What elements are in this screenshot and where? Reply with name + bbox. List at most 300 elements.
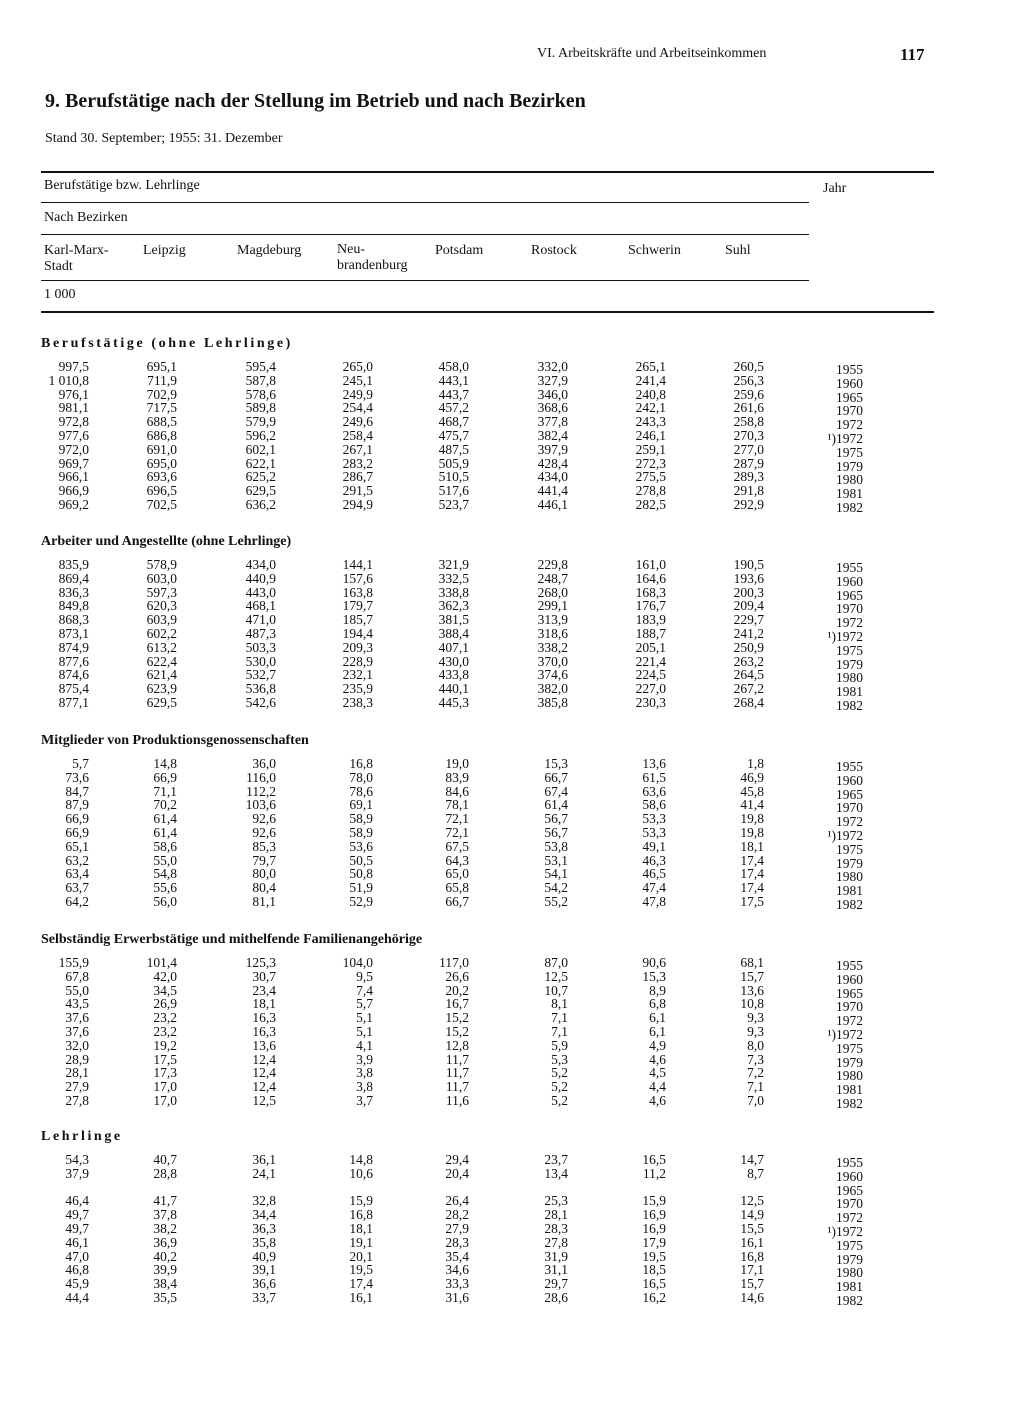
table-cell: 23,4 xyxy=(252,982,276,998)
table-cell: 230,3 xyxy=(635,695,666,710)
table-cell: 275,5 xyxy=(635,469,666,485)
district-header: Schwerin xyxy=(628,243,681,258)
table-cell: 30,7 xyxy=(252,968,276,984)
year-cell: 1960 xyxy=(836,375,863,391)
table-cell: 49,7 xyxy=(65,1207,89,1223)
table-cell: 56,0 xyxy=(153,894,177,909)
table-cell: 443,7 xyxy=(438,386,469,402)
table-row xyxy=(0,695,1024,713)
table-cell: 382,0 xyxy=(537,681,568,697)
table-cell: 977,6 xyxy=(58,428,89,443)
table-cell: 73,6 xyxy=(65,769,89,785)
table-cell: 39,1 xyxy=(252,1262,276,1278)
table-cell: 53,1 xyxy=(544,852,568,868)
table-cell: 381,5 xyxy=(438,612,469,628)
year-cell: 1970 xyxy=(836,1196,863,1212)
table-cell: 4,5 xyxy=(649,1065,666,1081)
table-cell: 468,1 xyxy=(245,598,276,614)
table-cell: 693,6 xyxy=(146,469,177,485)
table-cell: 4,1 xyxy=(356,1037,373,1053)
table-cell: 468,7 xyxy=(438,414,469,430)
table-cell: 620,3 xyxy=(146,598,177,614)
table-cell: 15,7 xyxy=(740,1276,764,1292)
table-cell: 291,5 xyxy=(342,483,373,499)
table-row xyxy=(0,1152,1024,1170)
table-cell: 71,1 xyxy=(153,783,177,799)
table-cell: 869,4 xyxy=(58,570,89,586)
year-cell: 1979 xyxy=(836,855,863,871)
table-cell: 45,9 xyxy=(65,1276,89,1292)
year-cell: 1965 xyxy=(836,985,863,1001)
year-cell: 1982 xyxy=(836,897,863,912)
table-cell: 702,9 xyxy=(146,386,177,402)
district-header: Rostock xyxy=(531,243,577,258)
year-cell: 1970 xyxy=(836,601,863,617)
table-cell: 31,6 xyxy=(445,1290,469,1305)
table-cell: 16,3 xyxy=(252,1010,276,1026)
table-cell: 487,3 xyxy=(245,626,276,641)
table-cell: 242,1 xyxy=(635,400,666,416)
table-cell: 44,4 xyxy=(65,1290,89,1305)
table-cell: 578,6 xyxy=(245,386,276,402)
table-cell: 428,4 xyxy=(537,455,568,471)
table-cell: 440,9 xyxy=(245,570,276,586)
table-cell: 24,1 xyxy=(252,1165,276,1181)
table-cell: 4,4 xyxy=(649,1079,666,1095)
table-cell: 35,5 xyxy=(153,1290,177,1305)
column-header-unit: 1 000 xyxy=(44,287,76,302)
table-row xyxy=(0,955,1024,973)
table-cell: 377,8 xyxy=(537,414,568,430)
header-rule-top xyxy=(41,171,934,173)
table-cell: 267,2 xyxy=(733,681,764,697)
table-cell: 23,2 xyxy=(153,1010,177,1026)
district-header: Neu- brandenburg xyxy=(337,242,408,273)
table-cell: 55,6 xyxy=(153,880,177,896)
table-cell: 205,1 xyxy=(635,639,666,655)
table-cell: 16,8 xyxy=(740,1248,764,1264)
table-cell: 532,7 xyxy=(245,667,276,683)
table-cell: 16,5 xyxy=(642,1152,666,1167)
year-cell: 1965 xyxy=(836,587,863,603)
table-cell: 34,4 xyxy=(252,1207,276,1223)
table-cell: 58,9 xyxy=(349,825,373,840)
table-cell: 34,6 xyxy=(445,1262,469,1278)
table-cell: 629,5 xyxy=(146,695,177,710)
table-cell: 11,7 xyxy=(445,1079,469,1095)
table-cell: 966,1 xyxy=(58,469,89,485)
table-cell: 258,4 xyxy=(342,428,373,443)
table-cell: 14,8 xyxy=(153,756,177,771)
table-cell: 11,7 xyxy=(445,1065,469,1081)
year-cell: 1960 xyxy=(836,772,863,788)
table-cell: 17,4 xyxy=(740,852,764,868)
table-cell: 849,8 xyxy=(58,598,89,614)
table-cell: 16,9 xyxy=(642,1207,666,1223)
district-header: Magdeburg xyxy=(237,243,302,258)
year-cell: 1960 xyxy=(836,573,863,589)
table-cell: 28,9 xyxy=(65,1051,89,1067)
table-cell: 41,7 xyxy=(153,1193,177,1209)
table-cell: 16,5 xyxy=(642,1276,666,1292)
table-cell: 34,5 xyxy=(153,982,177,998)
table-cell: 6,1 xyxy=(649,1010,666,1026)
table-cell: 46,4 xyxy=(65,1193,89,1209)
table-cell: 268,0 xyxy=(537,584,568,600)
table-cell: 14,8 xyxy=(349,1152,373,1167)
table-cell: 636,2 xyxy=(245,497,276,512)
table-cell: 39,9 xyxy=(153,1262,177,1278)
table-cell: 241,4 xyxy=(635,372,666,388)
table-cell: 55,0 xyxy=(153,852,177,868)
table-cell: 622,1 xyxy=(245,455,276,471)
table-cell: 31,1 xyxy=(544,1262,568,1278)
table-cell: 70,2 xyxy=(153,797,177,813)
table-row xyxy=(0,1165,1024,1184)
table-cell: 976,1 xyxy=(58,386,89,402)
table-cell: 28,3 xyxy=(544,1221,568,1236)
year-cell: 1982 xyxy=(836,698,863,713)
table-cell: 243,3 xyxy=(635,414,666,430)
table-cell: 517,6 xyxy=(438,483,469,499)
table-cell: 5,2 xyxy=(551,1079,568,1095)
table-cell: 19,1 xyxy=(349,1234,373,1250)
table-cell: 209,3 xyxy=(342,639,373,655)
table-cell: 505,9 xyxy=(438,455,469,471)
table-cell: 229,7 xyxy=(733,612,764,628)
table-cell: 55,0 xyxy=(65,982,89,998)
table-cell: 72,1 xyxy=(445,811,469,827)
table-cell: 259,6 xyxy=(733,386,764,402)
district-header: Suhl xyxy=(725,243,751,258)
table-cell: 38,4 xyxy=(153,1276,177,1292)
table-cell: 10,6 xyxy=(349,1165,373,1181)
table-cell: 28,1 xyxy=(544,1207,568,1223)
table-cell: 61,4 xyxy=(153,825,177,840)
table-row xyxy=(0,1024,1024,1042)
table-cell: 265,0 xyxy=(342,359,373,374)
table-cell: 61,4 xyxy=(153,811,177,827)
table-cell: 530,0 xyxy=(245,653,276,669)
table-cell: 249,6 xyxy=(342,414,373,430)
table-cell: 7,2 xyxy=(747,1065,764,1081)
table-cell: 6,1 xyxy=(649,1024,666,1039)
table-cell: 19,8 xyxy=(740,811,764,827)
table-cell: 63,4 xyxy=(65,866,89,882)
column-header-by-district: Nach Bezirken xyxy=(44,210,128,225)
table-cell: 40,2 xyxy=(153,1248,177,1264)
table-cell: 686,8 xyxy=(146,428,177,443)
table-cell: 36,9 xyxy=(153,1234,177,1250)
table-cell: 688,5 xyxy=(146,414,177,430)
table-cell: 200,3 xyxy=(733,584,764,600)
table-cell: 263,2 xyxy=(733,653,764,669)
table-cell: 11,2 xyxy=(642,1165,666,1181)
table-cell: 603,0 xyxy=(146,570,177,586)
table-cell: 53,3 xyxy=(642,825,666,840)
table-row xyxy=(0,557,1024,575)
table-cell: 63,2 xyxy=(65,852,89,868)
table-cell: 8,7 xyxy=(747,1165,764,1181)
table-cell: 370,0 xyxy=(537,653,568,669)
table-cell: 332,5 xyxy=(438,570,469,586)
table-cell: 61,4 xyxy=(544,797,568,813)
table-cell: 695,1 xyxy=(146,359,177,374)
table-cell: 83,9 xyxy=(445,769,469,785)
district-header: Karl-Marx- Stadt xyxy=(44,243,109,274)
table-cell: 997,5 xyxy=(58,359,89,374)
table-cell: 16,3 xyxy=(252,1024,276,1039)
table-cell: 7,3 xyxy=(747,1051,764,1067)
table-cell: 56,7 xyxy=(544,825,568,840)
table-cell: 33,7 xyxy=(252,1290,276,1305)
table-cell: 164,6 xyxy=(635,570,666,586)
table-cell: 5,7 xyxy=(356,996,373,1012)
table-cell: 346,0 xyxy=(537,386,568,402)
table-cell: 52,9 xyxy=(349,894,373,909)
table-cell: 27,8 xyxy=(544,1234,568,1250)
table-cell: 13,6 xyxy=(642,756,666,771)
table-cell: 8,9 xyxy=(649,982,666,998)
table-cell: 17,0 xyxy=(153,1079,177,1095)
table-cell: 27,9 xyxy=(445,1221,469,1236)
table-cell: 457,2 xyxy=(438,400,469,416)
table-cell: 18,1 xyxy=(740,838,764,854)
table-cell: 54,1 xyxy=(544,866,568,882)
table-cell: 440,1 xyxy=(438,681,469,697)
table-cell: 5,9 xyxy=(551,1037,568,1053)
table-cell: 16,8 xyxy=(349,756,373,771)
table-cell: 7,0 xyxy=(747,1093,764,1108)
table-cell: 443,1 xyxy=(438,372,469,388)
table-cell: 78,0 xyxy=(349,769,373,785)
table-cell: 19,8 xyxy=(740,825,764,840)
table-cell: 3,7 xyxy=(356,1093,373,1108)
table-cell: 179,7 xyxy=(342,598,373,614)
table-cell: 42,0 xyxy=(153,968,177,984)
table-cell: 292,9 xyxy=(733,497,764,512)
table-cell: 232,1 xyxy=(342,667,373,683)
table-cell: 7,1 xyxy=(551,1024,568,1039)
table-cell: 69,1 xyxy=(349,797,373,813)
table-cell: 7,1 xyxy=(747,1079,764,1095)
table-cell: 35,4 xyxy=(445,1248,469,1264)
table-cell: 15,7 xyxy=(740,968,764,984)
table-cell: 54,3 xyxy=(65,1152,89,1167)
table-cell: 64,2 xyxy=(65,894,89,909)
table-cell: 603,9 xyxy=(146,612,177,628)
table-cell: 56,7 xyxy=(544,811,568,827)
table-cell: 27,9 xyxy=(65,1079,89,1095)
year-cell: 1981 xyxy=(836,684,863,700)
table-cell: 53,3 xyxy=(642,811,666,827)
table-cell: 18,5 xyxy=(642,1262,666,1278)
year-cell: 1970 xyxy=(836,403,863,419)
table-cell: 16,9 xyxy=(642,1221,666,1236)
table-cell: 287,9 xyxy=(733,455,764,471)
table-cell: 623,9 xyxy=(146,681,177,697)
table-cell: 64,3 xyxy=(445,852,469,868)
table-cell: 327,9 xyxy=(537,372,568,388)
table-cell: 19,5 xyxy=(642,1248,666,1264)
year-cell: 1981 xyxy=(836,486,863,502)
table-cell: 1,8 xyxy=(747,756,764,771)
table-cell: 248,7 xyxy=(537,570,568,586)
table-cell: 45,8 xyxy=(740,783,764,799)
table-row xyxy=(0,769,1024,788)
year-cell: ¹)1972 xyxy=(827,1224,863,1239)
table-cell: 58,6 xyxy=(153,838,177,854)
page-header xyxy=(0,0,1024,70)
section-title: Selbständig Erwerbstätige und mithelfende Familienangehörige xyxy=(41,932,423,947)
table-cell: 711,9 xyxy=(147,372,177,388)
year-cell: 1955 xyxy=(836,362,863,377)
table-cell: 877,6 xyxy=(58,653,89,669)
year-cell: 1979 xyxy=(836,1054,863,1070)
header-rule-1 xyxy=(41,202,809,203)
table-cell: 235,9 xyxy=(342,681,373,697)
year-cell: 1965 xyxy=(836,1182,863,1198)
table-cell: 43,5 xyxy=(65,996,89,1012)
table-cell: 54,8 xyxy=(153,866,177,882)
table-cell: 874,6 xyxy=(58,667,89,683)
table-cell: 27,8 xyxy=(65,1093,89,1108)
table-cell: 434,0 xyxy=(537,469,568,485)
table-cell: 835,9 xyxy=(58,557,89,572)
table-cell: 14,9 xyxy=(740,1207,764,1223)
table-subtitle: Stand 30. September; 1955: 31. Dezember xyxy=(45,131,283,146)
table-cell: 702,5 xyxy=(146,497,177,512)
table-cell: 188,7 xyxy=(635,626,666,641)
table-cell: 286,7 xyxy=(342,469,373,485)
year-cell: 1975 xyxy=(836,1237,863,1253)
table-cell: 5,2 xyxy=(551,1065,568,1081)
table-cell: 299,1 xyxy=(537,598,568,614)
table-cell: 434,0 xyxy=(245,557,276,572)
table-cell: 4,9 xyxy=(649,1037,666,1053)
table-cell: 875,4 xyxy=(58,681,89,697)
table-cell: 3,8 xyxy=(356,1079,373,1095)
table-row xyxy=(0,639,1024,658)
table-cell: 969,7 xyxy=(58,455,89,471)
table-cell: 65,0 xyxy=(445,866,469,882)
table-cell: 46,3 xyxy=(642,852,666,868)
table-cell: 47,8 xyxy=(642,894,666,909)
table-cell: 19,5 xyxy=(349,1262,373,1278)
table-cell: 25,3 xyxy=(544,1193,568,1209)
section-title: Lehrlinge xyxy=(41,1129,123,1144)
table-cell: 3,9 xyxy=(356,1051,373,1067)
table-cell: 267,1 xyxy=(342,441,373,457)
table-cell: 254,4 xyxy=(342,400,373,416)
year-cell: 1980 xyxy=(836,670,863,686)
table-row xyxy=(0,838,1024,857)
year-cell: 1981 xyxy=(836,883,863,899)
year-cell: 1979 xyxy=(836,458,863,474)
table-cell: 84,6 xyxy=(445,783,469,799)
table-cell: 15,9 xyxy=(642,1193,666,1209)
table-cell: 90,6 xyxy=(642,955,666,970)
table-cell: 873,1 xyxy=(58,626,89,641)
table-cell: 265,1 xyxy=(635,359,666,374)
table-cell: 101,4 xyxy=(146,955,177,970)
table-cell: 17,3 xyxy=(153,1065,177,1081)
table-cell: 15,3 xyxy=(544,756,568,771)
table-cell: 433,8 xyxy=(438,667,469,683)
table-cell: 5,2 xyxy=(551,1093,568,1108)
table-cell: 385,8 xyxy=(537,695,568,710)
year-cell: 1982 xyxy=(836,1293,863,1308)
table-cell: 397,9 xyxy=(537,441,568,457)
table-cell: 595,4 xyxy=(245,359,276,374)
table-cell: 503,3 xyxy=(245,639,276,655)
table-cell: 8,1 xyxy=(551,996,568,1012)
table-cell: 36,3 xyxy=(252,1221,276,1236)
table-cell: 26,9 xyxy=(153,996,177,1012)
table-cell: 12,4 xyxy=(252,1051,276,1067)
section-title: Berufstätige (ohne Lehrlinge) xyxy=(41,336,293,351)
table-cell: 16,1 xyxy=(740,1234,764,1250)
table-cell: 382,4 xyxy=(537,428,568,443)
table-cell: 17,9 xyxy=(642,1234,666,1250)
table-cell: 6,8 xyxy=(649,996,666,1012)
table-cell: 443,0 xyxy=(245,584,276,600)
table-cell: 471,0 xyxy=(245,612,276,628)
table-cell: 78,1 xyxy=(445,797,469,813)
table-cell: 579,9 xyxy=(245,414,276,430)
table-cell: 12,4 xyxy=(252,1079,276,1095)
page-number: 117 xyxy=(900,45,925,64)
table-cell: 29,4 xyxy=(445,1152,469,1167)
table-cell: 49,7 xyxy=(65,1221,89,1236)
table-cell: 46,8 xyxy=(65,1262,89,1278)
table-cell: 874,9 xyxy=(58,639,89,655)
table-cell: 629,5 xyxy=(245,483,276,499)
table-cell: 5,7 xyxy=(72,756,89,771)
table-cell: 53,6 xyxy=(349,838,373,854)
table-cell: 277,0 xyxy=(733,441,764,457)
table-row xyxy=(0,626,1024,644)
table-cell: 168,3 xyxy=(635,584,666,600)
table-cell: 362,3 xyxy=(438,598,469,614)
table-cell: 15,2 xyxy=(445,1024,469,1039)
table-cell: 80,0 xyxy=(252,866,276,882)
table-cell: 261,6 xyxy=(733,400,764,416)
table-cell: 66,7 xyxy=(445,894,469,909)
table-cell: 332,0 xyxy=(537,359,568,374)
table-row xyxy=(0,894,1024,912)
table-cell: 245,1 xyxy=(342,372,373,388)
table-cell: 12,8 xyxy=(445,1037,469,1053)
table-cell: 17,4 xyxy=(740,880,764,896)
table-cell: 13,6 xyxy=(740,982,764,998)
table-cell: 16,8 xyxy=(349,1207,373,1223)
table-cell: 63,6 xyxy=(642,783,666,799)
table-cell: 11,6 xyxy=(445,1093,469,1108)
column-header-year: Jahr xyxy=(823,181,847,196)
table-cell: 87,0 xyxy=(544,955,568,970)
year-cell: 1981 xyxy=(836,1082,863,1098)
year-cell: 1972 xyxy=(836,417,863,433)
table-row xyxy=(0,825,1024,843)
table-cell: 278,8 xyxy=(635,483,666,499)
table-cell: 283,2 xyxy=(342,455,373,471)
table-cell: 47,4 xyxy=(642,880,666,896)
table-cell: 11,7 xyxy=(445,1051,469,1067)
table-cell: 46,1 xyxy=(65,1234,89,1250)
table-row xyxy=(0,570,1024,589)
table-row xyxy=(0,1290,1024,1308)
